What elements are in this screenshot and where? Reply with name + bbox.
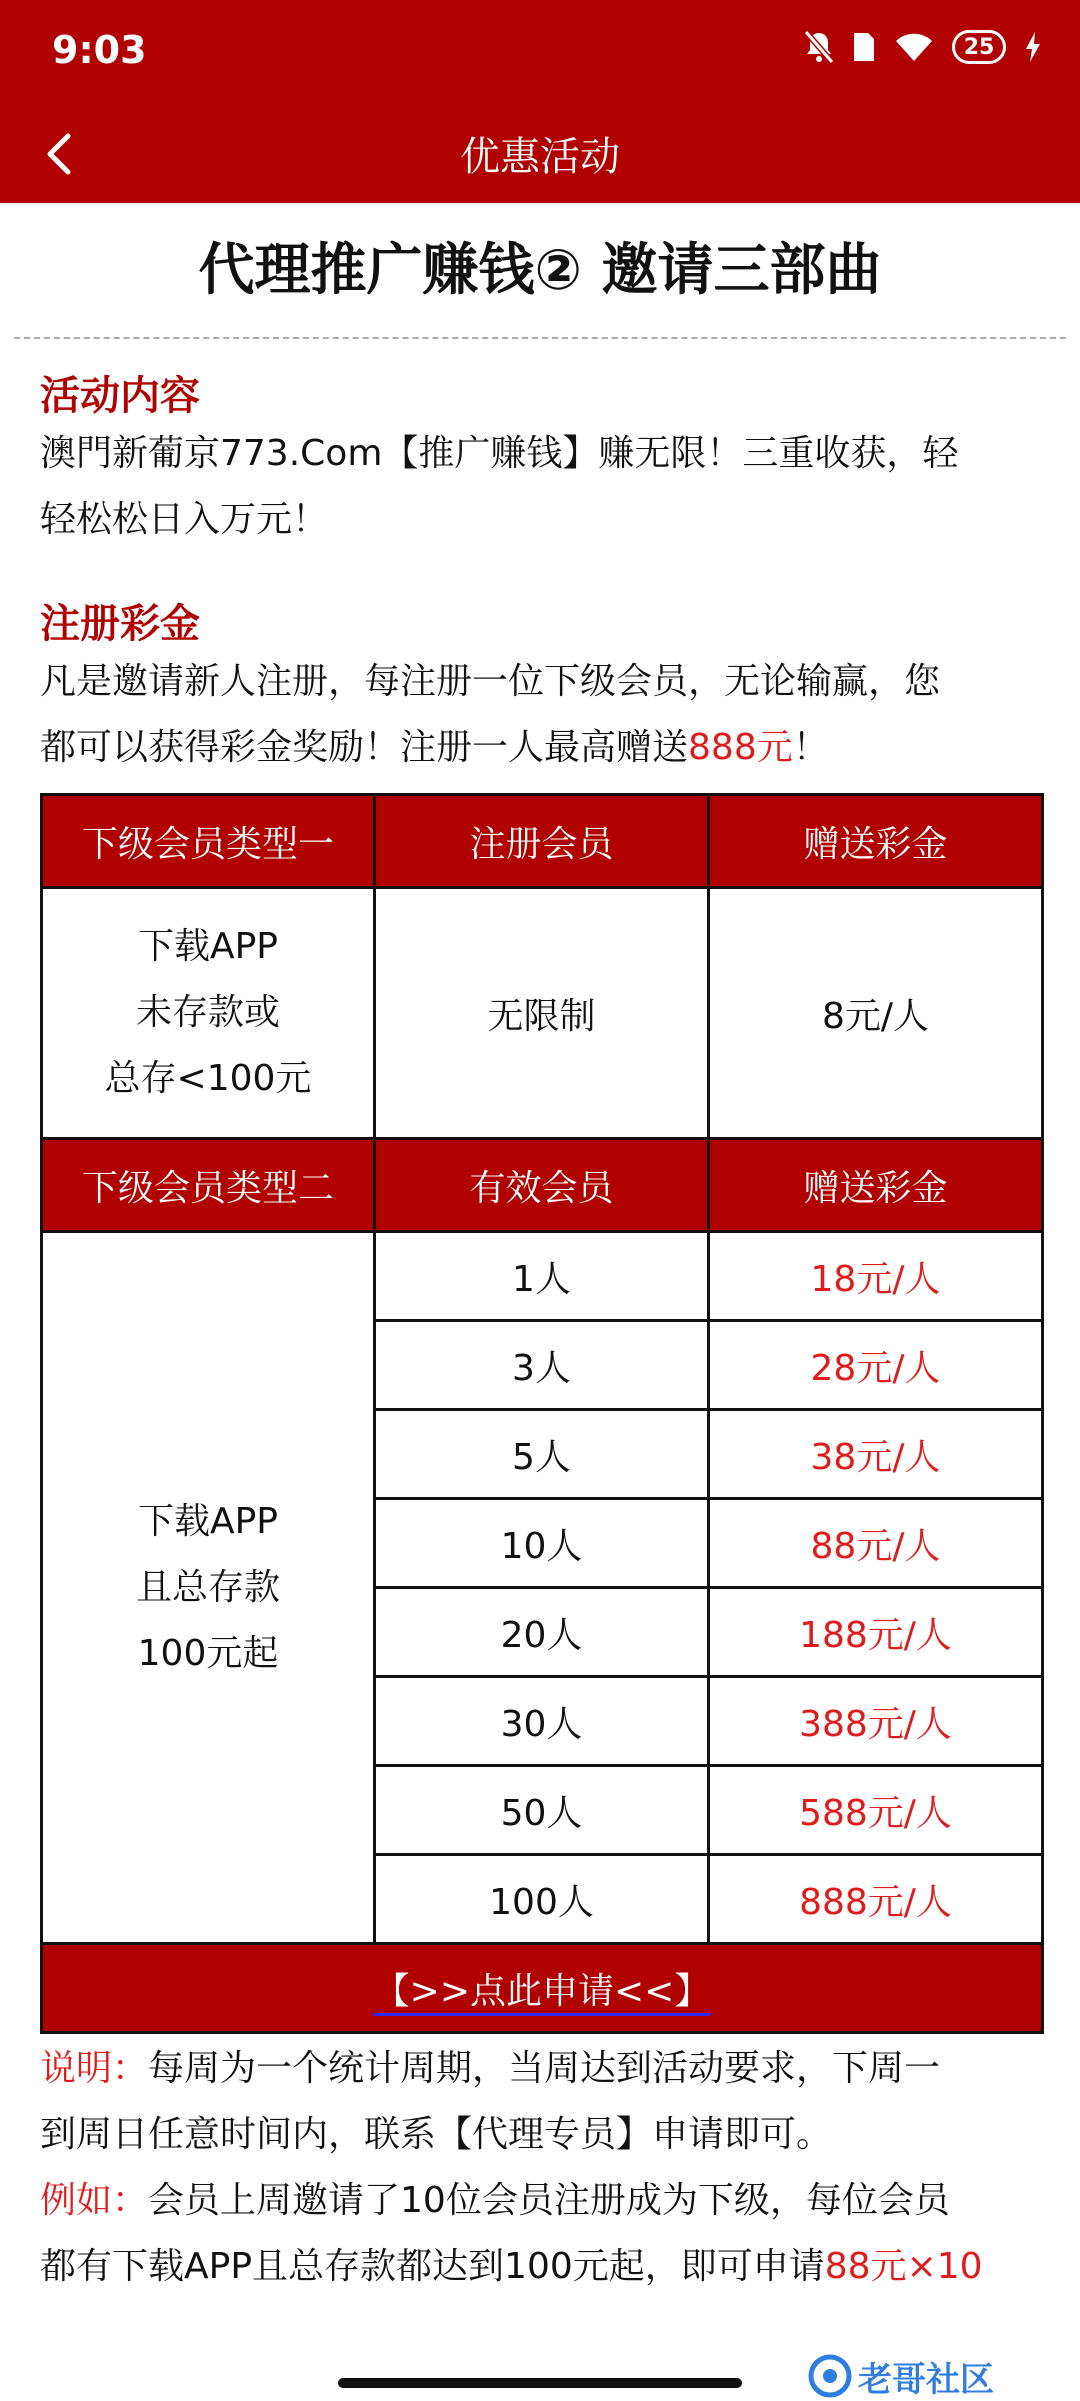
type2-condition [42,1232,375,1944]
example-line-1-text: 会员上周邀请了10位会员注册成为下级，每位会员 [148,2180,950,2221]
type1-condition [42,888,375,1139]
tier-bonus: 888元/人 [709,1855,1043,1944]
example-line-2 [40,2234,1040,2300]
registration-line-2-end: ！ [792,727,829,768]
sim-icon [852,31,876,63]
watermark [808,2352,1058,2400]
charging-icon [1024,31,1042,63]
registration-heading: 注册彩金 [40,601,200,647]
type1-condition-line-3: 总存<100元 [104,1058,312,1099]
type2-header-row [42,1139,1043,1232]
home-indicator[interactable] [338,2378,742,2388]
wifi-icon [894,31,934,63]
type1-header-type: 下级会员类型一 [42,795,375,888]
tier-bonus: 88元/人 [709,1499,1043,1588]
tier-members: 30人 [375,1677,709,1766]
type1-bonus: 8元/人 [709,888,1043,1139]
type1-header-members: 注册会员 [375,795,709,888]
tier-members: 20人 [375,1588,709,1677]
tier-members: 100人 [375,1855,709,1944]
page-title: 代理推广赚钱② 邀请三部曲 [198,238,882,303]
activity-text [40,421,1040,553]
registration-text [40,649,1040,781]
tier-bonus: 28元/人 [709,1321,1043,1410]
tier-bonus: 38元/人 [709,1410,1043,1499]
type1-condition-line-1: 下载APP [137,926,279,967]
tier-members: 3人 [375,1321,709,1410]
app-bar-title: 优惠活动 [460,134,620,180]
type1-header-bonus: 赠送彩金 [709,795,1043,888]
tier-members: 1人 [375,1232,709,1321]
content [0,203,1080,2300]
type2-header-bonus: 赠送彩金 [709,1139,1043,1232]
note-label: 说明： [40,2048,149,2089]
type1-condition-line-2: 未存款或 [135,992,280,1033]
dashed-divider [14,337,1066,339]
type2-header-members: 有效会员 [375,1139,709,1232]
tier-members: 5人 [375,1410,709,1499]
app-bar [0,105,1080,203]
type1-row [42,888,1043,1139]
reward-table [40,793,1044,2034]
example-line-1 [40,2168,1040,2234]
registration-line-2 [40,715,1040,781]
tier-members: 10人 [375,1499,709,1588]
example-label: 例如： [40,2180,149,2221]
registration-line-1: 凡是邀请新人注册，每注册一位下级会员，无论输赢，您 [40,661,941,702]
tier-bonus: 388元/人 [709,1677,1043,1766]
note-line-1-text: 每周为一个统计周期，当周达到活动要求，下周一 [148,2048,941,2089]
battery-indicator: 25 [952,30,1006,64]
activity-line-1: 澳門新葡京773.Com【推广赚钱】赚无限！三重收获，轻 [40,433,959,474]
example-highlight: 88元×10 [824,2246,983,2287]
tier-bonus: 588元/人 [709,1766,1043,1855]
note-line-1 [40,2036,1040,2102]
status-time: 9:03 [52,28,147,72]
status-bar [0,0,1080,105]
tier-bonus: 18元/人 [709,1232,1043,1321]
activity-heading: 活动内容 [40,373,200,419]
registration-section [0,599,1080,781]
activity-section [0,371,1080,553]
apply-row [42,1944,1043,2033]
tier-members: 50人 [375,1766,709,1855]
watermark-text: 老哥社区 [858,2359,994,2400]
status-icons [804,30,1042,64]
watermark-logo-icon [808,2354,852,2398]
type1-header-row [42,795,1043,888]
type2-header-type: 下级会员类型二 [42,1139,375,1232]
example-line-2-text: 都有下载APP且总存款都达到100元起，即可申请 [40,2246,825,2287]
registration-line-2-text: 都可以获得彩金奖励！注册一人最高赠送 [40,727,689,768]
type2-condition-line-2: 且总存款 [135,1566,280,1608]
apply-cell [42,1944,1043,2033]
tier-bonus: 188元/人 [709,1588,1043,1677]
note-line-2: 到周日任意时间内，联系【代理专员】申请即可。 [40,2114,833,2155]
type2-condition-line-1: 下载APP [137,1500,279,1542]
activity-line-2: 轻松松日入万元！ [40,499,329,540]
mute-icon [804,30,834,64]
max-bonus-highlight: 888元 [688,727,793,768]
type2-condition-line-3: 100元起 [137,1632,279,1674]
note-section [0,2036,1080,2300]
apply-link[interactable]: 【>>点此申请<<】 [373,1970,711,2012]
table-row [42,1232,1043,1321]
type1-members: 无限制 [375,888,709,1139]
note-text [40,2036,1040,2300]
